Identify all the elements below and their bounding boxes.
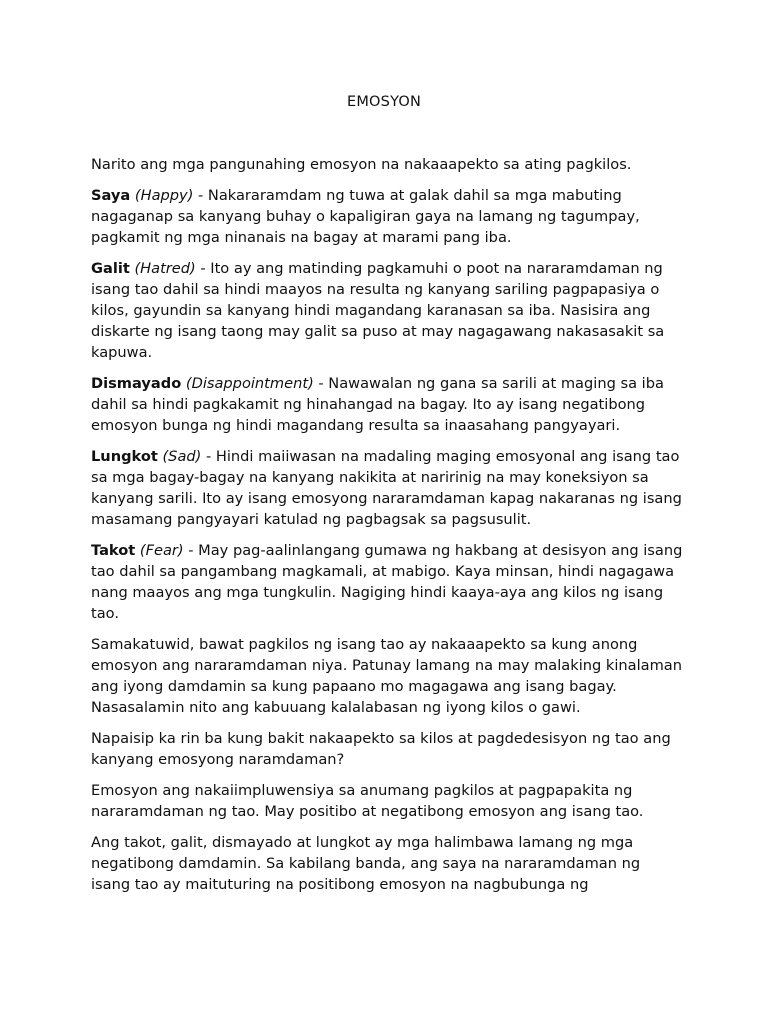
emotion-english: (Sad) <box>162 448 202 465</box>
emotion-description: - Nawawalan ng gana sa sarili at maging sa iba dahil sa hindi pagkakamit ng hinahangad na bagay. Ito ay isang negatibong emosyon bunga ng hindi magandang resulta sa inaasahang pangyayari. <box>91 375 664 434</box>
emotion-description: - Ito ay ang matinding pagkamuhi o poot na nararamdaman ng isang tao dahil sa hindi maayos na resulta ng kanyang sariling pagpapasiya o kilos, gayundin sa kanyang hindi magandang karanasan sa iba. Nasisira ang diskarte ng isang taong may galit sa puso at may nagagawang nakasasakit sa kapuwa. <box>91 260 665 361</box>
emotion-description: - May pag-aalinlangang gumawa ng hakbang at desisyon ang isang tao dahil sa pangambang magkamali, at mabigo. Kaya minsan, hindi nagagawa nang maayos ang mga tungkulin. Nagiging hindi kaaya-aya ang kilos ng isang tao. <box>91 542 683 622</box>
emotion-english: (Fear) <box>139 542 184 559</box>
body-paragraph: Emosyon ang nakaiimpluwensiya sa anumang pagkilos at pagpapakita ng nararamdaman ng tao. May positibo at negatibong emosyon ang isang tao. <box>91 782 644 820</box>
document-body <box>91 154 683 905</box>
emotion-paragraph-lungkot <box>91 446 683 530</box>
emotion-paragraph-dismayado <box>91 373 683 436</box>
emotion-english: (Disappointment) <box>185 375 314 392</box>
emotion-term: Lungkot <box>91 448 158 465</box>
emotion-description: - Hindi maiiwasan na madaling maging emosyonal ang isang tao sa mga bagay-bagay na kanyang nakikita at naririnig na may koneksiyon sa kanyang sarili. Ito ay isang emosyong nararamdaman kapag nakaranas ng isang masamang pangyayari katulad ng pagbagsak sa pagsusulit. <box>91 448 682 528</box>
emotion-term: Takot <box>91 542 136 559</box>
emotion-paragraph-galit <box>91 258 683 363</box>
emotion-term: Dismayado <box>91 375 182 392</box>
emotion-english: (Happy) <box>134 187 194 204</box>
document-title: EMOSYON <box>346 94 421 110</box>
emotion-term: Saya <box>91 187 131 204</box>
emotion-description: - Nakararamdam ng tuwa at galak dahil sa mga mabuting nagaganap sa kanyang buhay o kapaligiran gaya na lamang ng tagumpay, pagkamit ng mga ninanais na bagay at marami pang iba. <box>91 187 640 246</box>
body-paragraph: Napaisip ka rin ba kung bakit nakaapekto sa kilos at pagdedesisyon ng tao ang kanyang emosyong naramdaman? <box>91 730 671 768</box>
emotion-paragraph-takot <box>91 540 683 624</box>
emotion-english: (Hatred) <box>134 260 196 277</box>
emotion-term: Galit <box>91 260 130 277</box>
intro-paragraph: Narito ang mga pangunahing emosyon na nakaaapekto sa ating pagkilos. <box>91 156 632 173</box>
body-paragraph: Ang takot, galit, dismayado at lungkot ay mga halimbawa lamang ng mga negatibong damdamin. Sa kabilang banda, ang saya na nararamdaman ng isang tao ay maituturing na positibong emosyon na nagbubunga ng <box>91 834 641 893</box>
emotion-paragraph-saya <box>91 185 683 248</box>
body-paragraph: Samakatuwid, bawat pagkilos ng isang tao ay nakaaapekto sa kung anong emosyon ang nararamdaman niya. Patunay lamang na may malaking kinalaman ang iyong damdamin sa kung papaano mo magagawa ang isang bagay. Nasasalamin nito ang kabuuang kalalabasan ng iyong kilos o gawi. <box>91 636 683 716</box>
